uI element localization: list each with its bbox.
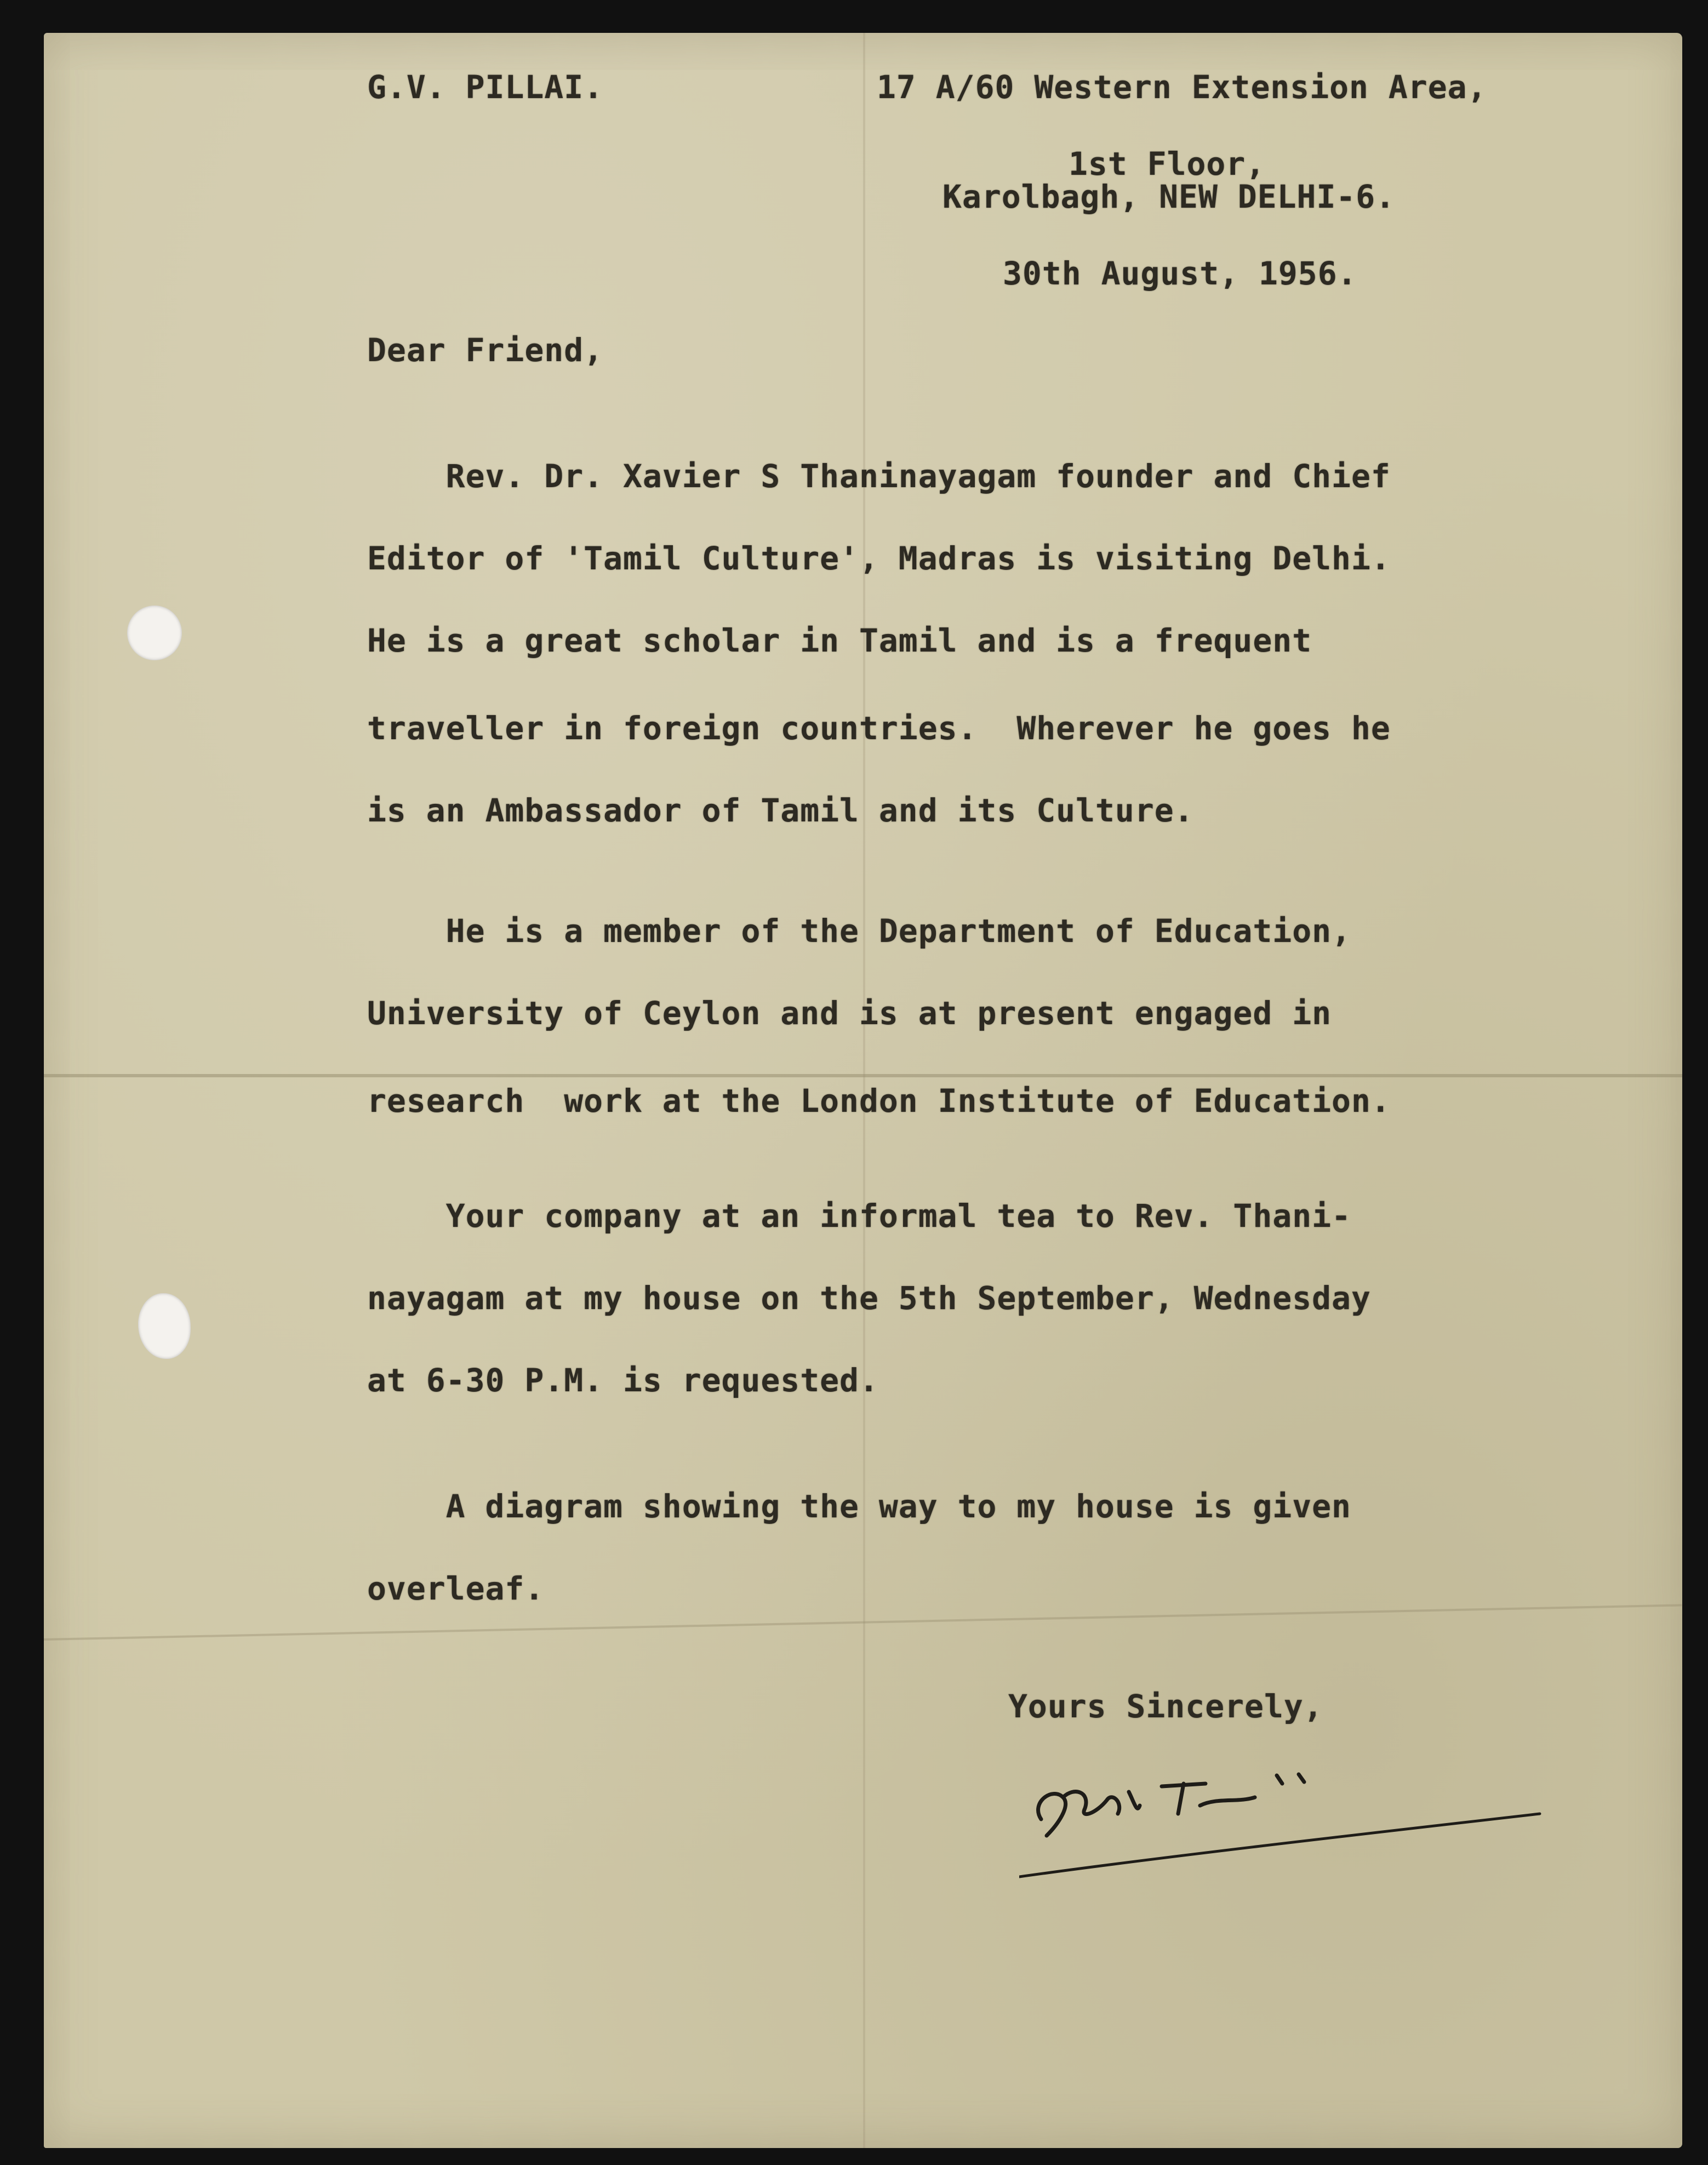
- body-line: Your company at an informal tea to Rev. Thani-: [367, 1197, 1351, 1235]
- body-line: Rev. Dr. Xavier S Thaninayagam founder and Chief: [367, 458, 1391, 495]
- body-line: A diagram showing the way to my house is given: [367, 1488, 1351, 1525]
- body-line: traveller in foreign countries. Wherever he goes he: [367, 710, 1391, 747]
- address-line-3: Karolbagh, NEW DELHI-6.: [942, 178, 1396, 215]
- punch-hole-lower: [138, 1293, 191, 1359]
- closing: Yours Sincerely,: [1008, 1688, 1323, 1725]
- salutation: Dear Friend,: [367, 332, 604, 369]
- body-line: research work at the London Institute of Education.: [367, 1082, 1391, 1119]
- body-line: He is a great scholar in Tamil and is a frequent: [367, 622, 1312, 659]
- letter-date: 30th August, 1956.: [1003, 255, 1357, 292]
- address-line-1: 17 A/60 Western Extension Area,: [877, 68, 1487, 106]
- body-line: University of Ceylon and is at present engaged in: [367, 995, 1332, 1032]
- body-line: overleaf.: [367, 1570, 545, 1607]
- punch-hole-upper: [127, 605, 182, 660]
- address-line-2: 1st Floor,: [1069, 145, 1266, 182]
- body-line: at 6-30 P.M. is requested.: [367, 1362, 879, 1399]
- body-line: is an Ambassador of Tamil and its Culture.: [367, 792, 1194, 829]
- body-line: Editor of 'Tamil Culture', Madras is visiting Delhi.: [367, 540, 1391, 577]
- body-line: He is a member of the Department of Education,: [367, 912, 1351, 950]
- sender-name: G.V. PILLAI.: [367, 68, 604, 106]
- body-line: nayagam at my house on the 5th September, Wednesday: [367, 1279, 1371, 1317]
- handwritten-signature: [1019, 1753, 1545, 1885]
